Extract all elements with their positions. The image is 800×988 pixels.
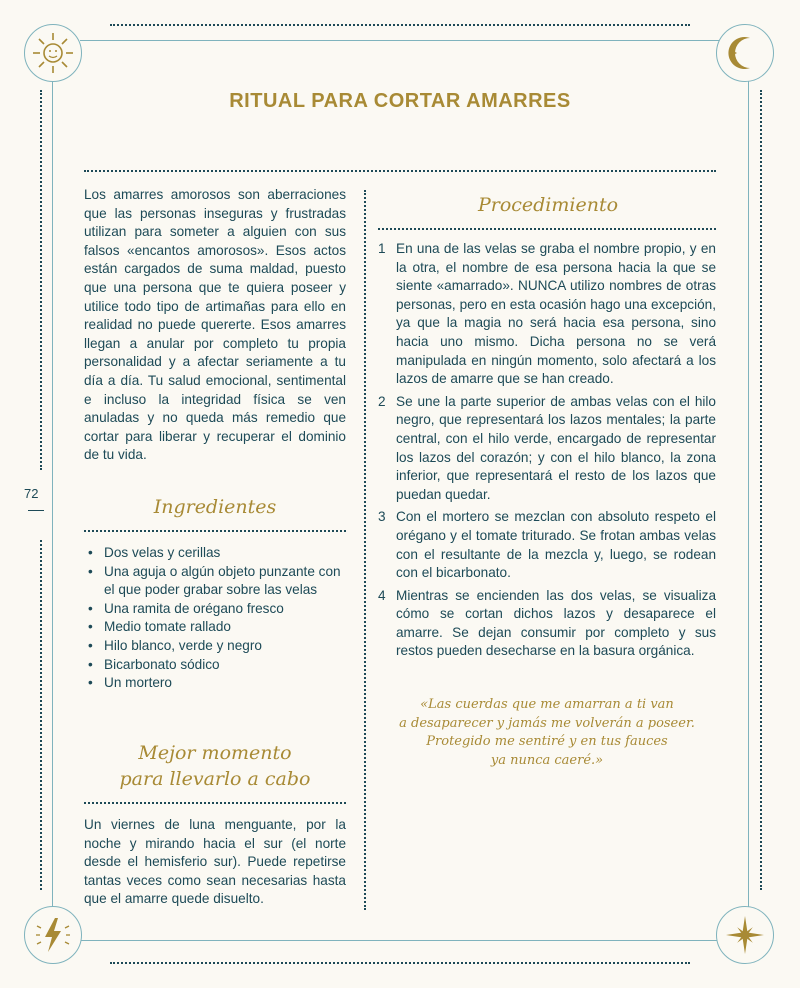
procedure-separator xyxy=(378,228,716,230)
corner-lightning xyxy=(24,906,82,964)
procedure-step xyxy=(378,508,716,582)
sun-icon xyxy=(30,30,76,76)
moon-icon xyxy=(722,30,768,76)
step-number: 4 xyxy=(378,587,386,603)
frame-inner-bottom xyxy=(80,940,720,941)
step-text: Se une la parte superior de ambas velas con el hilo negro, que representará los lazos mentales; la parte central, con el hilo verde, encargado de representar los lazos del corazón; y con el hilo blanco, la zona inferior, que representará el resto de los lazos que puedan quedar. xyxy=(396,393,716,502)
procedure-step xyxy=(378,240,716,389)
title-separator xyxy=(84,170,716,172)
list-item: • Un mortero xyxy=(86,674,346,693)
list-item: • Bicarbonato sódico xyxy=(86,656,346,675)
list-item: • Medio tomate rallado xyxy=(86,618,346,637)
quote-line-3: Protegido me sentiré y en tus fauces xyxy=(426,734,668,750)
corner-sun xyxy=(24,24,82,82)
best-moment-heading-line2: para llevarlo a cabo xyxy=(119,768,311,790)
frame-inner-right xyxy=(748,80,749,910)
ingredients-list xyxy=(86,544,346,693)
ingredients-heading: Ingredientes xyxy=(153,496,277,518)
corner-star xyxy=(716,906,774,964)
list-item: • Una ramita de orégano fresco xyxy=(86,600,346,619)
frame-bottom-line xyxy=(110,962,690,964)
procedure-heading: Procedimiento xyxy=(477,194,619,216)
frame-top-line xyxy=(110,24,690,26)
best-moment-heading xyxy=(84,740,346,792)
step-text: Mientras se encienden las dos velas, se visualiza cómo se cortan dichos lazos y desaparece el amarre. Se dejan consumir por completo y sus restos pueden desecharse en la basura orgánica. xyxy=(396,587,716,659)
step-number: 3 xyxy=(378,509,386,525)
quote-line-1: «Las cuerdas que me amarran a ti van xyxy=(420,697,674,712)
page-number: 72 xyxy=(24,486,39,501)
procedure-steps xyxy=(378,240,716,665)
page-number-rule xyxy=(28,510,44,511)
best-moment-separator xyxy=(84,802,346,804)
quote-line-4: ya nunca caeré.» xyxy=(490,752,604,768)
step-text: En una de las velas se graba el nombre propio, y en la otra, el nombre de esa persona hacia la que se siente «amarrado». NUNCA utilizo nombres de otras personas, pero en esta ocasión hago una excepción, ya que la magia no será hacia esa persona, sino hacia uno mismo. Dicha persona no se verá manipulada en ningún momento, solo afectará a los lazos de amarre que se han creado. xyxy=(396,241,716,387)
best-moment-paragraph: Un viernes de luna menguante, por la noche y mirando hacia el sur (el norte desde el hemisferio sur). Puede repetirse tantas veces como sean necesarias hasta que el amarre quede disuelto. xyxy=(84,817,346,907)
frame-left-line-lower xyxy=(40,540,42,890)
intro-paragraph: Los amarres amorosos son aberraciones que las personas inseguras y frustradas utilizan para someter a alguien con sus falsos «encantos amorosos». Esos actos están cargados de suma maldad, puesto que una persona que te quiera poseer y utilice todo tipo de artimañas para ello en realidad no puede quererte. Esos amarres llegan a anular por completo tu propia personalidad y a afectar seriamente a tu día a día. Tu salud emocional, sentimental e incluso la integridad física se ven anuladas y no queda más remedio que cortar para liberar y recuperar el dominio de tu vida. xyxy=(84,187,346,463)
column-separator xyxy=(364,190,366,910)
frame-left-line xyxy=(40,90,42,470)
page-title: RITUAL PARA CORTAR AMARRES xyxy=(229,90,571,112)
star-icon xyxy=(722,912,768,958)
best-moment-heading-line1: Mejor momento xyxy=(138,742,292,764)
closing-quote xyxy=(378,696,716,770)
lightning-icon xyxy=(30,912,76,958)
step-text: Con el mortero se mezclan con absoluto respeto el orégano y el tomate triturado. Se frotan ambas velas con el resultante de la mezcla y, luego, se rodean con el bicarbonato. xyxy=(396,509,716,581)
step-number: 2 xyxy=(378,393,386,409)
list-item: • Dos velas y cerillas xyxy=(86,544,346,563)
frame-right-line xyxy=(760,90,762,890)
procedure-step xyxy=(378,587,716,661)
quote-line-2: a desaparecer y jamás me volverán a poseer. xyxy=(399,715,695,731)
frame-inner-top xyxy=(80,40,720,41)
list-item: • Hilo blanco, verde y negro xyxy=(86,637,346,656)
ingredients-separator xyxy=(84,530,346,532)
frame-inner-left xyxy=(52,80,53,910)
corner-moon xyxy=(716,24,774,82)
step-number: 1 xyxy=(378,241,386,256)
procedure-step xyxy=(378,393,716,505)
list-item: • Una aguja o algún objeto punzante con el que poder grabar sobre las velas xyxy=(86,563,346,600)
